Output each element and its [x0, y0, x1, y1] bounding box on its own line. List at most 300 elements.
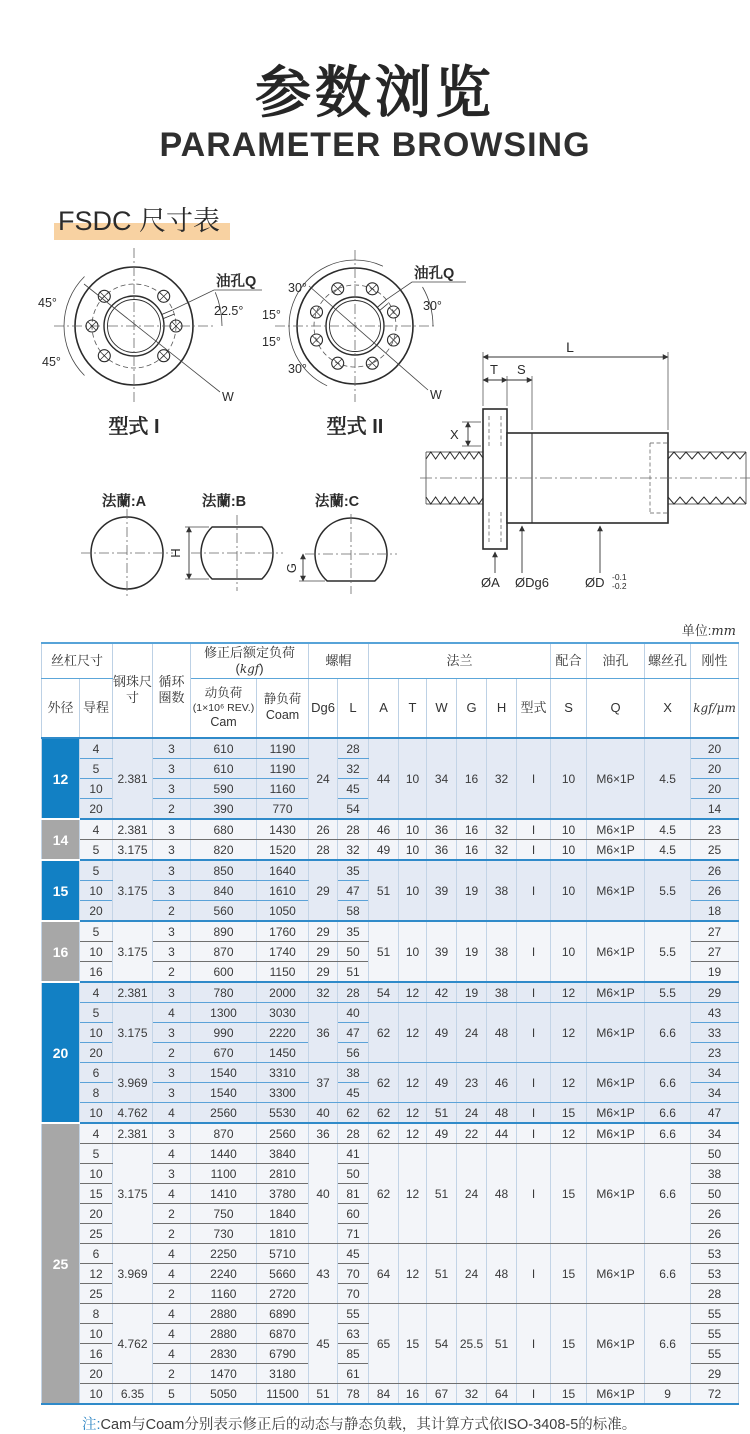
cell: 5530: [257, 1103, 309, 1124]
cell: 34: [691, 1083, 739, 1103]
table-header: [42, 643, 739, 739]
cell: 2560: [257, 1123, 309, 1144]
cell: 4: [153, 1103, 191, 1124]
cell: 72: [691, 1384, 739, 1405]
cell: 29: [691, 982, 739, 1003]
cell: 6: [80, 1063, 113, 1083]
cell: 680: [191, 819, 257, 840]
cell: 10: [80, 942, 113, 962]
cell: 44: [369, 738, 399, 819]
cell: 19: [457, 921, 487, 982]
angle-22-5-label: 22.5°: [214, 303, 244, 318]
cell: 1840: [257, 1204, 309, 1224]
cell: 12: [399, 1244, 427, 1304]
cell: 2: [153, 799, 191, 820]
cell: I: [517, 1063, 551, 1103]
cell: 5: [80, 1144, 113, 1164]
section-title: FSDC 尺寸表: [54, 199, 230, 240]
cell: 5710: [257, 1244, 309, 1264]
cell: 6.6: [645, 1304, 691, 1384]
cell: 27: [691, 921, 739, 942]
cell: 16: [457, 840, 487, 861]
cell: 64: [487, 1384, 517, 1405]
od-group-label: 25: [42, 1123, 80, 1404]
cell: 48: [487, 1244, 517, 1304]
cell: 48: [487, 1144, 517, 1244]
cell: 2: [153, 962, 191, 983]
cell: 54: [369, 982, 399, 1003]
cell: 890: [191, 921, 257, 942]
cell: 2: [153, 1204, 191, 1224]
cell: 5.5: [645, 982, 691, 1003]
cell: 26: [691, 860, 739, 881]
cell: 45: [338, 779, 369, 799]
cell: 2: [153, 1224, 191, 1244]
cell: 10: [80, 881, 113, 901]
cell: 25: [80, 1284, 113, 1304]
cell: 38: [487, 921, 517, 982]
cell: 25: [80, 1224, 113, 1244]
oil-hole-label-2: 油孔Q: [414, 265, 455, 282]
cell: 390: [191, 799, 257, 820]
cell: 4: [80, 819, 113, 840]
cell: 19: [457, 860, 487, 921]
cell: 23: [457, 1063, 487, 1103]
cell: 35: [338, 860, 369, 881]
cell: 22: [457, 1123, 487, 1144]
cell: 4: [153, 1304, 191, 1324]
cell: 51: [427, 1103, 457, 1124]
col-coam: 静负荷 Coam: [257, 679, 309, 739]
cell: 4: [153, 1264, 191, 1284]
type2-title: 型式 II: [326, 415, 384, 438]
cell: 2.381: [113, 738, 153, 819]
cell: 32: [487, 819, 517, 840]
cell: 20: [691, 779, 739, 799]
cell: 6: [80, 1244, 113, 1264]
cell: 12: [551, 1003, 587, 1063]
cell: M6×1P: [587, 1244, 645, 1304]
cell: 3: [153, 1164, 191, 1184]
angle-45-top-label: 45°: [38, 295, 57, 310]
cell: 28: [309, 840, 338, 861]
cell: 3: [153, 881, 191, 901]
od-group-label: 14: [42, 819, 80, 860]
cell: 16: [457, 738, 487, 819]
dia-a-label: ØA: [481, 574, 500, 590]
table-row: [42, 738, 739, 759]
cell: 70: [338, 1284, 369, 1304]
cell: 670: [191, 1043, 257, 1063]
cell: 29: [309, 921, 338, 942]
angle-45-bottom-label: 45°: [42, 354, 61, 369]
cell: 2.381: [113, 819, 153, 840]
cell: 2830: [191, 1344, 257, 1364]
col-screw-size: 丝杠尺寸: [42, 643, 113, 679]
cell: 55: [338, 1304, 369, 1324]
cell: 4.762: [113, 1304, 153, 1384]
cell: 23: [691, 819, 739, 840]
cell: 1190: [257, 738, 309, 759]
cell: 5050: [191, 1384, 257, 1405]
cell: 10: [551, 860, 587, 921]
cell: 37: [309, 1063, 338, 1103]
cell: 4.5: [645, 738, 691, 819]
cell: 2000: [257, 982, 309, 1003]
cell: 1100: [191, 1164, 257, 1184]
cell: 610: [191, 738, 257, 759]
cell: 3.175: [113, 1144, 153, 1244]
cell: 5: [80, 840, 113, 861]
cell: 4.762: [113, 1103, 153, 1124]
cell: 12: [399, 1123, 427, 1144]
col-X: X: [645, 679, 691, 739]
cell: 10: [399, 921, 427, 982]
cell: 43: [309, 1244, 338, 1304]
cell: M6×1P: [587, 1123, 645, 1144]
cell: 4.5: [645, 840, 691, 861]
cell: I: [517, 1244, 551, 1304]
cell: 51: [369, 860, 399, 921]
col-circulation: 循环圈数: [153, 643, 191, 739]
cell: 65: [369, 1304, 399, 1384]
col-stiffness: 刚性: [691, 643, 739, 679]
col-W: W: [427, 679, 457, 739]
cell: 5660: [257, 1264, 309, 1284]
cell: 24: [457, 1144, 487, 1244]
cell: 32: [309, 982, 338, 1003]
cell: 1640: [257, 860, 309, 881]
cell: 27: [691, 942, 739, 962]
cell: 47: [691, 1103, 739, 1124]
cell: 39: [427, 860, 457, 921]
cell: 3: [153, 942, 191, 962]
cell: 20: [80, 1364, 113, 1384]
cell: 1610: [257, 881, 309, 901]
cell: 84: [369, 1384, 399, 1405]
table-row: [42, 1144, 739, 1164]
cell: 20: [80, 901, 113, 922]
cell: 2.381: [113, 1123, 153, 1144]
cell: M6×1P: [587, 982, 645, 1003]
cell: 20: [80, 1043, 113, 1063]
cell: 1540: [191, 1083, 257, 1103]
col-type: 型式: [517, 679, 551, 739]
cell: 24: [457, 1103, 487, 1124]
cell: 5: [153, 1384, 191, 1405]
cell: 1150: [257, 962, 309, 983]
cell: 28: [338, 982, 369, 1003]
dia-d-label: ØD: [585, 574, 605, 590]
cell: 1160: [257, 779, 309, 799]
cell: 50: [338, 1164, 369, 1184]
cell: 25: [691, 840, 739, 861]
cell: 63: [338, 1324, 369, 1344]
cell: 38: [338, 1063, 369, 1083]
cell: 3180: [257, 1364, 309, 1384]
cell: 1450: [257, 1043, 309, 1063]
cell: 28: [338, 738, 369, 759]
dia-d-tol-hi: -0.1: [612, 571, 627, 582]
flange-b-label: 法蘭:B: [201, 493, 247, 510]
cell: 49: [427, 1063, 457, 1103]
cell: 62: [369, 1003, 399, 1063]
col-screw-hole: 螺丝孔: [645, 643, 691, 679]
cell: 3.175: [113, 921, 153, 982]
od-group-label: 16: [42, 921, 80, 982]
cell: 20: [80, 1204, 113, 1224]
cell: M6×1P: [587, 1103, 645, 1124]
cell: 58: [338, 901, 369, 922]
cell: 15: [551, 1304, 587, 1384]
cell: 12: [399, 1063, 427, 1103]
cell: 590: [191, 779, 257, 799]
cell: 36: [427, 840, 457, 861]
cell: 6.6: [645, 1103, 691, 1124]
cell: 46: [369, 819, 399, 840]
cell: 3.969: [113, 1063, 153, 1103]
cell: 43: [691, 1003, 739, 1023]
cell: 6.35: [113, 1384, 153, 1405]
cell: 16: [80, 962, 113, 983]
cell: 51: [427, 1144, 457, 1244]
cell: 1430: [257, 819, 309, 840]
cell: 6.6: [645, 1244, 691, 1304]
cell: 50: [338, 942, 369, 962]
cell: 38: [487, 860, 517, 921]
cell: 1440: [191, 1144, 257, 1164]
cell: 5.5: [645, 860, 691, 921]
cell: 71: [338, 1224, 369, 1244]
cell: 1760: [257, 921, 309, 942]
cell: 78: [338, 1384, 369, 1405]
cell: 47: [338, 1023, 369, 1043]
cell: 18: [691, 901, 739, 922]
cell: 5: [80, 1003, 113, 1023]
cell: M6×1P: [587, 1304, 645, 1384]
col-cam: 动负荷 (1×10⁶ REV.) Cam: [191, 679, 257, 739]
cell: 750: [191, 1204, 257, 1224]
cell: 2560: [191, 1103, 257, 1124]
col-dg6: Dg6: [309, 679, 338, 739]
cell: 34: [691, 1123, 739, 1144]
page-title: 参数浏览: [255, 61, 495, 124]
cell: 10: [399, 860, 427, 921]
cell: 23: [691, 1043, 739, 1063]
cell: 38: [487, 982, 517, 1003]
cell: 35: [338, 921, 369, 942]
col-nut: 螺帽: [309, 643, 369, 679]
od-group-label: 15: [42, 860, 80, 921]
table-row: [42, 921, 739, 942]
cell: 33: [691, 1023, 739, 1043]
cell: 67: [427, 1384, 457, 1405]
cell: I: [517, 860, 551, 921]
cell: 4: [153, 1324, 191, 1344]
cell: 770: [257, 799, 309, 820]
dia-dg6-label: ØDg6: [515, 574, 549, 590]
flange-front-type1: [54, 248, 262, 404]
dim-G-label: G: [284, 562, 299, 573]
cell: 8: [80, 1083, 113, 1103]
cell: 14: [691, 799, 739, 820]
cell: 4: [153, 1003, 191, 1023]
cell: 81: [338, 1184, 369, 1204]
cell: 5: [80, 860, 113, 881]
cell: I: [517, 840, 551, 861]
cell: 51: [309, 1384, 338, 1405]
table-row: [42, 1304, 739, 1324]
cell: I: [517, 738, 551, 819]
cell: 12: [80, 1264, 113, 1284]
w-label-2: W: [430, 387, 442, 402]
cell: M6×1P: [587, 1003, 645, 1063]
col-oil: 油孔: [587, 643, 645, 679]
cell: 3310: [257, 1063, 309, 1083]
cell: 26: [691, 1204, 739, 1224]
od-group-label: 12: [42, 738, 80, 819]
cell: 24: [457, 1244, 487, 1304]
cell: 62: [338, 1103, 369, 1124]
col-S: S: [551, 679, 587, 739]
cell: 15: [551, 1103, 587, 1124]
cell: 39: [427, 921, 457, 982]
cell: 20: [691, 759, 739, 779]
flange-c-label: 法蘭:C: [314, 493, 360, 510]
dim-X-label: X: [450, 426, 459, 442]
cell: 50: [691, 1144, 739, 1164]
cell: 12: [399, 1103, 427, 1124]
cell: 24: [457, 1003, 487, 1063]
cell: 29: [309, 860, 338, 921]
table-row: [42, 1123, 739, 1144]
cell: 40: [338, 1003, 369, 1023]
cell: 3: [153, 1023, 191, 1043]
cell: 2250: [191, 1244, 257, 1264]
unit-label: 单位:mm: [681, 622, 736, 639]
table-row: [42, 1244, 739, 1264]
cell: 12: [551, 1123, 587, 1144]
cell: 10: [80, 1023, 113, 1043]
col-A: A: [369, 679, 399, 739]
cell: I: [517, 1304, 551, 1384]
cell: 600: [191, 962, 257, 983]
cell: 1050: [257, 901, 309, 922]
cell: M6×1P: [587, 860, 645, 921]
cell: 46: [487, 1063, 517, 1103]
cell: 34: [691, 1063, 739, 1083]
cell: 3: [153, 840, 191, 861]
cell: 1740: [257, 942, 309, 962]
cell: 1520: [257, 840, 309, 861]
cell: 4: [153, 1344, 191, 1364]
cell: 45: [309, 1304, 338, 1384]
cell: 55: [691, 1304, 739, 1324]
cell: 48: [487, 1003, 517, 1063]
cell: I: [517, 921, 551, 982]
cell: M6×1P: [587, 1063, 645, 1103]
cell: 32: [457, 1384, 487, 1405]
cell: 28: [338, 1123, 369, 1144]
cell: 3.969: [113, 1244, 153, 1304]
cell: 10: [80, 1103, 113, 1124]
dim-H-label: H: [168, 547, 183, 558]
technical-drawings: [0, 246, 750, 616]
col-H: H: [487, 679, 517, 739]
cell: 20: [80, 799, 113, 820]
cell: M6×1P: [587, 840, 645, 861]
cell: 6.6: [645, 1144, 691, 1244]
cell: 10: [551, 840, 587, 861]
cell: 3: [153, 738, 191, 759]
cell: 62: [369, 1123, 399, 1144]
cell: 53: [691, 1244, 739, 1264]
cell: 6870: [257, 1324, 309, 1344]
cell: 61: [338, 1364, 369, 1384]
cell: 820: [191, 840, 257, 861]
cell: 49: [427, 1003, 457, 1063]
cell: 6.6: [645, 1063, 691, 1103]
cell: 9: [645, 1384, 691, 1405]
cell: 3: [153, 819, 191, 840]
cell: 40: [309, 1144, 338, 1244]
cell: 38: [691, 1164, 739, 1184]
cell: 56: [338, 1043, 369, 1063]
cell: 10: [80, 1384, 113, 1405]
cell: 26: [691, 1224, 739, 1244]
cell: 32: [338, 759, 369, 779]
table-row: [42, 1384, 739, 1405]
cell: 12: [399, 1144, 427, 1244]
cell: 6.6: [645, 1123, 691, 1144]
cell: 28: [691, 1284, 739, 1304]
cell: 25.5: [457, 1304, 487, 1384]
cell: 29: [309, 942, 338, 962]
dia-d-tol-lo: -0.2: [612, 580, 627, 591]
cell: 19: [457, 982, 487, 1003]
cell: 3: [153, 982, 191, 1003]
cell: 12: [551, 1063, 587, 1103]
cell: 3.175: [113, 860, 153, 921]
cell: 10: [551, 738, 587, 819]
cell: 60: [338, 1204, 369, 1224]
flange-a-label: 法蘭:A: [101, 493, 147, 510]
cell: 15: [551, 1244, 587, 1304]
cell: 62: [369, 1063, 399, 1103]
cell: 36: [309, 1123, 338, 1144]
cell: 4: [80, 982, 113, 1003]
cell: 730: [191, 1224, 257, 1244]
cell: 4.5: [645, 819, 691, 840]
table-row: [42, 819, 739, 840]
cell: 42: [427, 982, 457, 1003]
cell: 26: [691, 881, 739, 901]
page-subtitle: PARAMETER BROWSING: [159, 125, 591, 164]
cell: 2240: [191, 1264, 257, 1284]
cell: 45: [338, 1083, 369, 1103]
cell: 8: [80, 1304, 113, 1324]
table-row: [42, 1063, 739, 1083]
cell: 29: [309, 962, 338, 983]
cell: 3: [153, 921, 191, 942]
angle-15-2-label: 15°: [262, 334, 281, 349]
cell: 29: [691, 1364, 739, 1384]
col-fit: 配合: [551, 643, 587, 679]
cell: 64: [369, 1244, 399, 1304]
cell: 70: [338, 1264, 369, 1284]
cell: 20: [691, 738, 739, 759]
cell: 3780: [257, 1184, 309, 1204]
